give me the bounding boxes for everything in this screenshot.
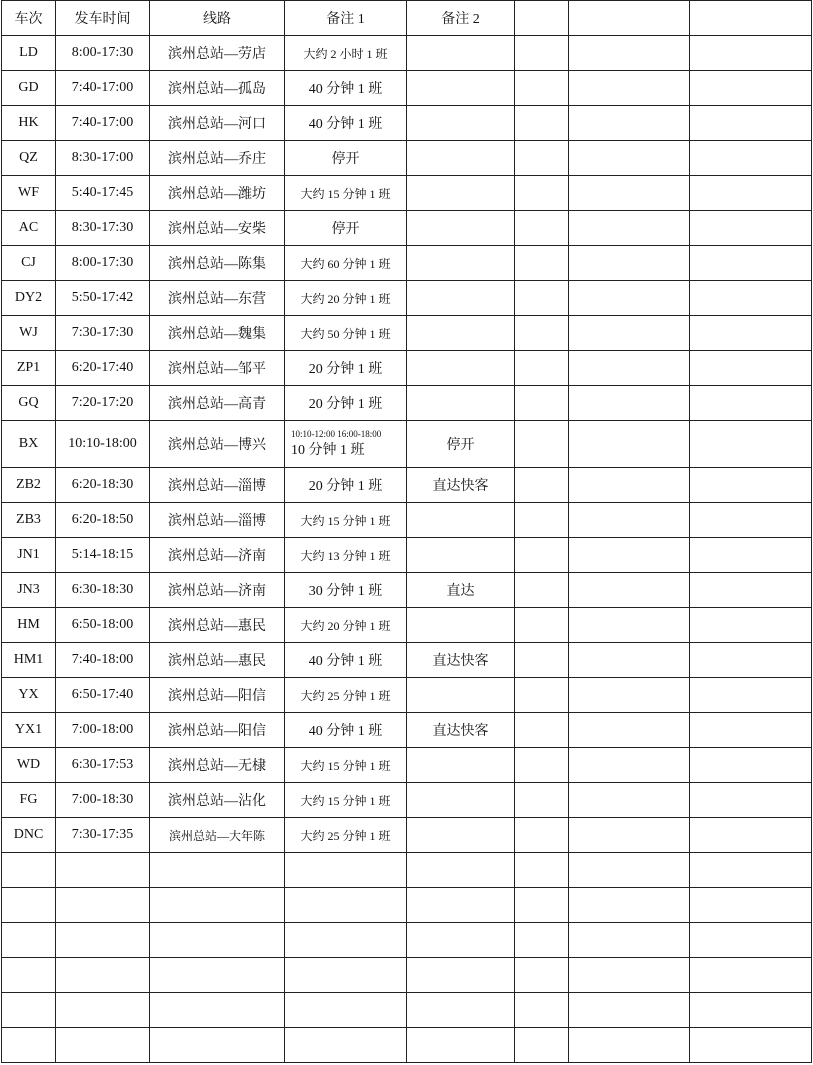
table-row	[2, 246, 812, 281]
cell-note2	[407, 141, 515, 176]
cell-route: 滨州总站—淄博	[150, 503, 285, 538]
cell-blank	[2, 1028, 56, 1063]
cell-blank	[515, 538, 569, 573]
table-row	[2, 421, 812, 468]
cell-code: HK	[2, 106, 56, 141]
cell-blank	[690, 36, 812, 71]
cell-note2	[407, 36, 515, 71]
cell-note2	[407, 106, 515, 141]
cell-blank	[515, 246, 569, 281]
cell-blank	[515, 958, 569, 993]
cell-blank	[515, 853, 569, 888]
cell-blank	[56, 888, 150, 923]
cell-time: 8:00-17:30	[56, 246, 150, 281]
bus-schedule-table	[1, 0, 812, 1063]
cell-note1: 大约 15 分钟 1 班	[285, 783, 407, 818]
cell-blank	[690, 783, 812, 818]
cell-blank	[690, 141, 812, 176]
cell-blank	[2, 923, 56, 958]
header-row	[2, 1, 812, 36]
cell-blank	[690, 211, 812, 246]
cell-blank	[569, 211, 690, 246]
header-cell-blank	[569, 1, 690, 36]
cell-code: WJ	[2, 316, 56, 351]
cell-note2	[407, 608, 515, 643]
cell-blank	[569, 853, 690, 888]
cell-blank	[515, 281, 569, 316]
cell-blank	[569, 993, 690, 1028]
cell-blank	[569, 538, 690, 573]
cell-blank	[569, 608, 690, 643]
cell-blank	[56, 853, 150, 888]
table-row	[2, 503, 812, 538]
header-cell-blank	[515, 1, 569, 36]
cell-blank	[569, 281, 690, 316]
cell-blank	[285, 853, 407, 888]
cell-time: 7:00-18:30	[56, 783, 150, 818]
cell-route: 滨州总站—博兴	[150, 421, 285, 468]
cell-blank	[690, 993, 812, 1028]
cell-blank	[569, 246, 690, 281]
cell-blank	[690, 818, 812, 853]
cell-blank	[515, 36, 569, 71]
cell-time: 7:30-17:30	[56, 316, 150, 351]
table-row	[2, 176, 812, 211]
cell-time: 8:30-17:30	[56, 211, 150, 246]
cell-blank	[569, 643, 690, 678]
cell-blank	[690, 281, 812, 316]
cell-blank	[690, 386, 812, 421]
cell-time: 6:20-18:30	[56, 468, 150, 503]
table-row	[2, 678, 812, 713]
cell-note2	[407, 281, 515, 316]
cell-blank	[515, 608, 569, 643]
cell-route: 滨州总站—高青	[150, 386, 285, 421]
cell-blank	[690, 246, 812, 281]
cell-note1: 大约 25 分钟 1 班	[285, 818, 407, 853]
empty-row	[2, 923, 812, 958]
cell-blank	[690, 176, 812, 211]
cell-blank	[690, 421, 812, 468]
cell-blank	[690, 1028, 812, 1063]
note1-hours: 10:10-12:00 16:00-18:00	[291, 429, 382, 439]
cell-time: 10:10-18:00	[56, 421, 150, 468]
cell-route: 滨州总站—大年陈	[150, 818, 285, 853]
cell-note2	[407, 176, 515, 211]
cell-note2	[407, 503, 515, 538]
table-row	[2, 316, 812, 351]
table-row	[2, 36, 812, 71]
cell-note1: 20 分钟 1 班	[285, 386, 407, 421]
cell-time: 6:50-18:00	[56, 608, 150, 643]
cell-note1: 大约 2 小时 1 班	[285, 36, 407, 71]
cell-time: 6:50-17:40	[56, 678, 150, 713]
cell-blank	[515, 783, 569, 818]
cell-blank	[150, 1028, 285, 1063]
cell-blank	[690, 643, 812, 678]
empty-row	[2, 993, 812, 1028]
cell-note2	[407, 246, 515, 281]
cell-route: 滨州总站—淄博	[150, 468, 285, 503]
cell-code: WF	[2, 176, 56, 211]
cell-time: 7:00-18:00	[56, 713, 150, 748]
cell-note1: 大约 20 分钟 1 班	[285, 608, 407, 643]
cell-blank	[569, 503, 690, 538]
cell-note2	[407, 783, 515, 818]
cell-note1: 大约 25 分钟 1 班	[285, 678, 407, 713]
empty-row	[2, 888, 812, 923]
table-row	[2, 141, 812, 176]
cell-blank	[569, 468, 690, 503]
cell-time: 8:30-17:00	[56, 141, 150, 176]
empty-row	[2, 1028, 812, 1063]
cell-blank	[285, 888, 407, 923]
cell-blank	[285, 1028, 407, 1063]
table-body	[2, 36, 812, 1063]
cell-code: YX1	[2, 713, 56, 748]
header-cell-note1: 备注 1	[285, 1, 407, 36]
cell-blank	[569, 573, 690, 608]
cell-note2	[407, 351, 515, 386]
cell-route: 滨州总站—阳信	[150, 713, 285, 748]
cell-code: BX	[2, 421, 56, 468]
cell-code: LD	[2, 36, 56, 71]
cell-code: AC	[2, 211, 56, 246]
cell-blank	[407, 1028, 515, 1063]
cell-blank	[407, 958, 515, 993]
cell-time: 5:50-17:42	[56, 281, 150, 316]
header-cell-blank	[690, 1, 812, 36]
cell-blank	[150, 993, 285, 1028]
cell-code: HM1	[2, 643, 56, 678]
table-row	[2, 643, 812, 678]
cell-blank	[515, 713, 569, 748]
table-row	[2, 608, 812, 643]
cell-blank	[150, 958, 285, 993]
cell-time: 5:14-18:15	[56, 538, 150, 573]
cell-route: 滨州总站—魏集	[150, 316, 285, 351]
cell-blank	[569, 106, 690, 141]
cell-note2	[407, 538, 515, 573]
cell-blank	[690, 316, 812, 351]
table-row	[2, 351, 812, 386]
cell-blank	[690, 351, 812, 386]
cell-time: 7:40-17:00	[56, 106, 150, 141]
cell-blank	[2, 853, 56, 888]
cell-blank	[690, 853, 812, 888]
header-cell-route: 线路	[150, 1, 285, 36]
cell-route: 滨州总站—济南	[150, 573, 285, 608]
table-row	[2, 211, 812, 246]
table-row	[2, 386, 812, 421]
cell-code: HM	[2, 608, 56, 643]
cell-blank	[690, 748, 812, 783]
cell-note2	[407, 316, 515, 351]
cell-time: 7:20-17:20	[56, 386, 150, 421]
cell-blank	[569, 818, 690, 853]
cell-blank	[569, 421, 690, 468]
cell-code: DY2	[2, 281, 56, 316]
cell-blank	[690, 468, 812, 503]
cell-note1: 20 分钟 1 班	[285, 468, 407, 503]
cell-note1: 大约 20 分钟 1 班	[285, 281, 407, 316]
note1-frequency: 10 分钟 1 班	[291, 443, 365, 458]
cell-blank	[407, 923, 515, 958]
cell-blank	[569, 141, 690, 176]
cell-blank	[515, 106, 569, 141]
cell-blank	[690, 573, 812, 608]
cell-blank	[690, 888, 812, 923]
cell-note2	[407, 386, 515, 421]
cell-blank	[515, 993, 569, 1028]
cell-blank	[515, 503, 569, 538]
cell-time: 7:40-17:00	[56, 71, 150, 106]
cell-blank	[515, 386, 569, 421]
cell-route: 滨州总站—乔庄	[150, 141, 285, 176]
cell-code: FG	[2, 783, 56, 818]
cell-note2	[407, 818, 515, 853]
cell-blank	[56, 958, 150, 993]
cell-blank	[569, 783, 690, 818]
table-row	[2, 281, 812, 316]
cell-note1: 大约 13 分钟 1 班	[285, 538, 407, 573]
cell-code: CJ	[2, 246, 56, 281]
cell-note1: 40 分钟 1 班	[285, 713, 407, 748]
cell-blank	[569, 36, 690, 71]
cell-route: 滨州总站—潍坊	[150, 176, 285, 211]
cell-blank	[569, 71, 690, 106]
cell-blank	[569, 888, 690, 923]
table-row	[2, 106, 812, 141]
cell-note2: 直达快客	[407, 643, 515, 678]
cell-note2: 直达	[407, 573, 515, 608]
cell-code: YX	[2, 678, 56, 713]
empty-row	[2, 853, 812, 888]
cell-blank	[515, 421, 569, 468]
cell-route: 滨州总站—河口	[150, 106, 285, 141]
table-row	[2, 748, 812, 783]
cell-note1: 20 分钟 1 班	[285, 351, 407, 386]
cell-blank	[569, 678, 690, 713]
cell-note1: 大约 60 分钟 1 班	[285, 246, 407, 281]
cell-route: 滨州总站—邹平	[150, 351, 285, 386]
cell-blank	[690, 503, 812, 538]
cell-note1: 大约 15 分钟 1 班	[285, 176, 407, 211]
table-row	[2, 538, 812, 573]
cell-blank	[407, 853, 515, 888]
cell-route: 滨州总站—惠民	[150, 608, 285, 643]
cell-blank	[690, 538, 812, 573]
cell-blank	[569, 923, 690, 958]
cell-note1: 大约 15 分钟 1 班	[285, 748, 407, 783]
cell-blank	[515, 748, 569, 783]
cell-blank	[407, 993, 515, 1028]
cell-blank	[2, 958, 56, 993]
cell-code: ZB3	[2, 503, 56, 538]
cell-note2: 直达快客	[407, 468, 515, 503]
header-cell-code: 车次	[2, 1, 56, 36]
cell-blank	[2, 888, 56, 923]
cell-code: QZ	[2, 141, 56, 176]
cell-time: 7:30-17:35	[56, 818, 150, 853]
cell-blank	[285, 923, 407, 958]
cell-blank	[515, 211, 569, 246]
cell-blank	[285, 958, 407, 993]
cell-blank	[2, 993, 56, 1028]
cell-code: JN1	[2, 538, 56, 573]
cell-blank	[690, 713, 812, 748]
cell-blank	[569, 176, 690, 211]
cell-blank	[150, 888, 285, 923]
cell-note1: 大约 50 分钟 1 班	[285, 316, 407, 351]
cell-route: 滨州总站—无棣	[150, 748, 285, 783]
cell-time: 8:00-17:30	[56, 36, 150, 71]
cell-route: 滨州总站—阳信	[150, 678, 285, 713]
cell-note1: 大约 15 分钟 1 班	[285, 503, 407, 538]
cell-code: WD	[2, 748, 56, 783]
cell-blank	[569, 1028, 690, 1063]
cell-code: GD	[2, 71, 56, 106]
header-cell-time: 发车时间	[56, 1, 150, 36]
cell-code: ZP1	[2, 351, 56, 386]
cell-blank	[515, 468, 569, 503]
table-row	[2, 818, 812, 853]
cell-blank	[515, 923, 569, 958]
cell-blank	[569, 748, 690, 783]
table-row	[2, 783, 812, 818]
cell-time: 6:30-18:30	[56, 573, 150, 608]
cell-blank	[690, 923, 812, 958]
cell-blank	[690, 71, 812, 106]
cell-blank	[690, 678, 812, 713]
cell-code: GQ	[2, 386, 56, 421]
cell-route: 滨州总站—劳店	[150, 36, 285, 71]
cell-blank	[515, 643, 569, 678]
cell-blank	[515, 351, 569, 386]
cell-blank	[690, 106, 812, 141]
empty-row	[2, 958, 812, 993]
cell-blank	[569, 316, 690, 351]
cell-blank	[515, 888, 569, 923]
cell-note1: 40 分钟 1 班	[285, 106, 407, 141]
cell-blank	[690, 958, 812, 993]
cell-blank	[515, 316, 569, 351]
header-cell-note2: 备注 2	[407, 1, 515, 36]
cell-time: 6:20-18:50	[56, 503, 150, 538]
cell-note1: 停开	[285, 211, 407, 246]
cell-blank	[515, 573, 569, 608]
cell-blank	[515, 818, 569, 853]
cell-route: 滨州总站—陈集	[150, 246, 285, 281]
cell-note2: 停开	[407, 421, 515, 468]
cell-note1: 30 分钟 1 班	[285, 573, 407, 608]
cell-blank	[56, 993, 150, 1028]
cell-route: 滨州总站—安柴	[150, 211, 285, 246]
cell-time: 5:40-17:45	[56, 176, 150, 211]
cell-blank	[150, 923, 285, 958]
cell-blank	[150, 853, 285, 888]
cell-time: 6:30-17:53	[56, 748, 150, 783]
cell-blank	[569, 351, 690, 386]
cell-blank	[515, 1028, 569, 1063]
table-row	[2, 71, 812, 106]
cell-blank	[569, 713, 690, 748]
cell-time: 7:40-18:00	[56, 643, 150, 678]
cell-blank	[690, 608, 812, 643]
cell-route: 滨州总站—济南	[150, 538, 285, 573]
cell-blank	[56, 923, 150, 958]
cell-route: 滨州总站—孤岛	[150, 71, 285, 106]
cell-blank	[569, 958, 690, 993]
cell-blank	[285, 993, 407, 1028]
cell-blank	[56, 1028, 150, 1063]
cell-blank	[515, 71, 569, 106]
cell-note1: 停开	[285, 141, 407, 176]
table-row	[2, 573, 812, 608]
table-row	[2, 468, 812, 503]
cell-note2	[407, 211, 515, 246]
cell-time: 6:20-17:40	[56, 351, 150, 386]
cell-route: 滨州总站—东营	[150, 281, 285, 316]
cell-note1: 40 分钟 1 班	[285, 71, 407, 106]
cell-note1	[285, 421, 407, 468]
cell-blank	[515, 678, 569, 713]
cell-blank	[569, 386, 690, 421]
cell-note2	[407, 678, 515, 713]
cell-code: JN3	[2, 573, 56, 608]
cell-code: ZB2	[2, 468, 56, 503]
cell-note2	[407, 71, 515, 106]
cell-note2: 直达快客	[407, 713, 515, 748]
cell-route: 滨州总站—沾化	[150, 783, 285, 818]
cell-blank	[515, 141, 569, 176]
table-row	[2, 713, 812, 748]
cell-code: DNC	[2, 818, 56, 853]
cell-note1: 40 分钟 1 班	[285, 643, 407, 678]
cell-route: 滨州总站—惠民	[150, 643, 285, 678]
cell-blank	[407, 888, 515, 923]
cell-note2	[407, 748, 515, 783]
cell-blank	[515, 176, 569, 211]
